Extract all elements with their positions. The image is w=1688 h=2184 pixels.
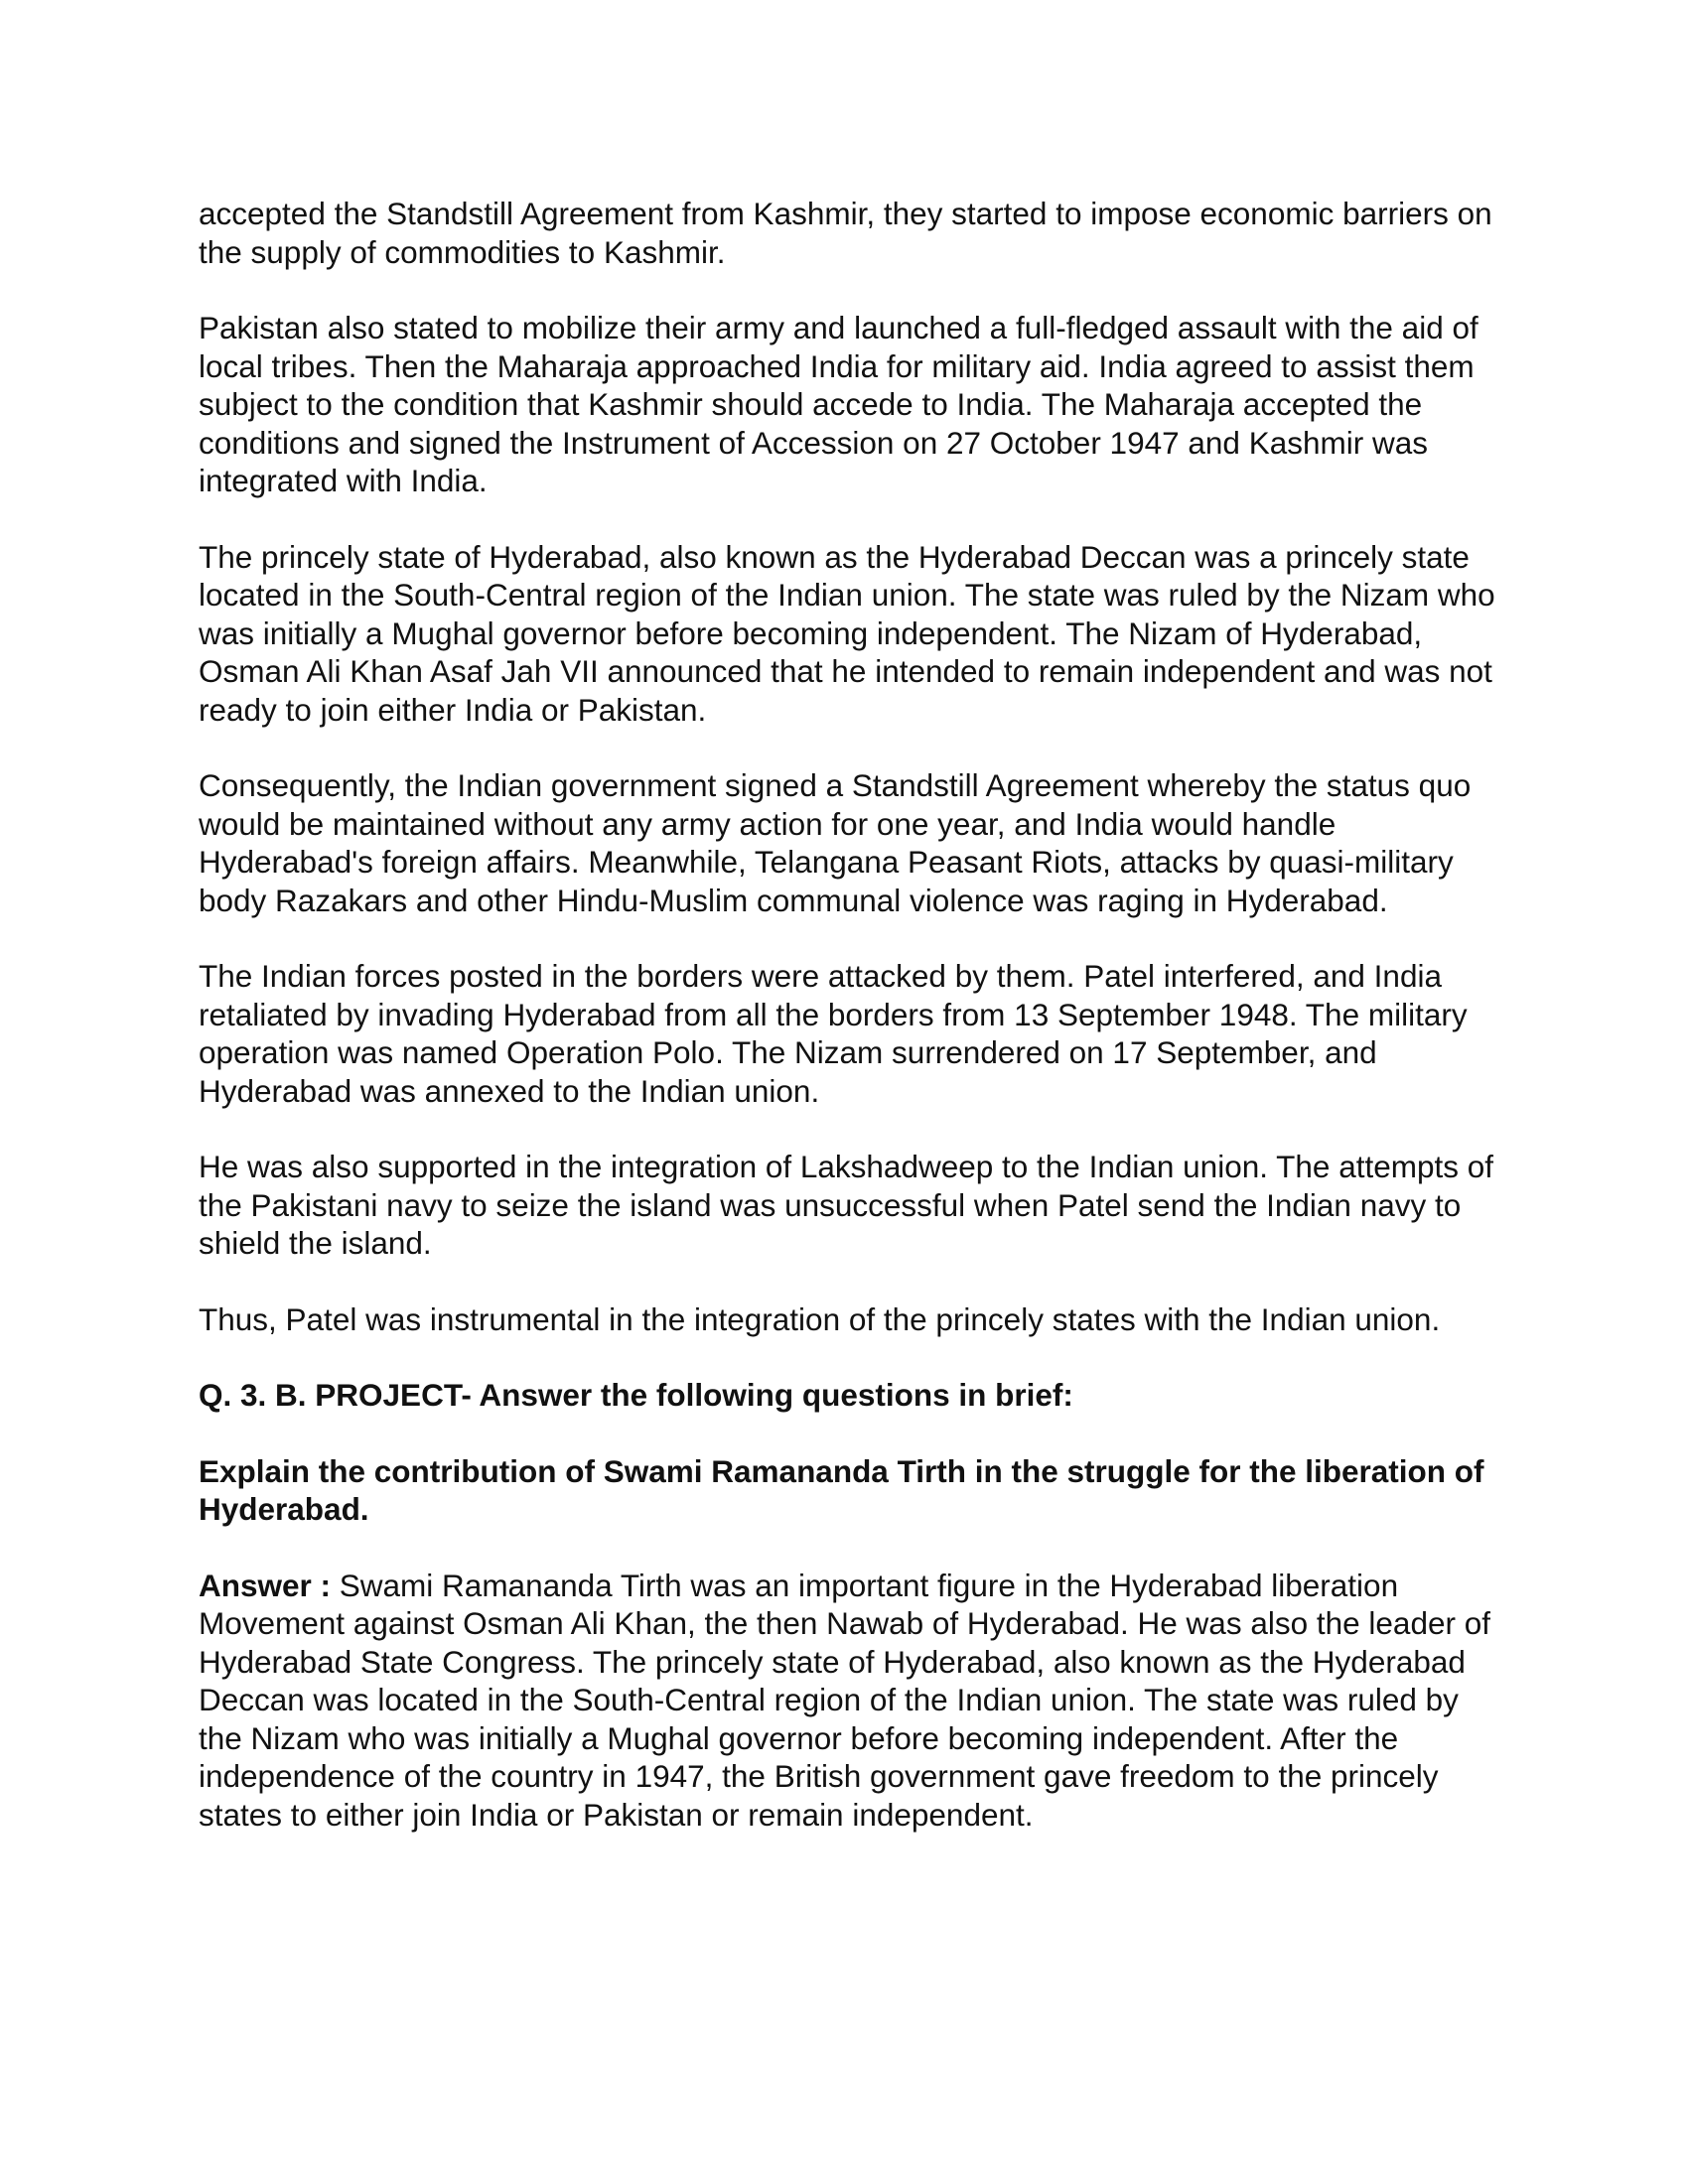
answer-paragraph	[199, 1567, 1499, 1835]
paragraph-lakshadweep: He was also supported in the integration of Lakshadweep to the Indian union. The attempts of the Pakistani navy to seize the island was unsuccessful when Patel send the Indian navy to shield the island.	[199, 1149, 1494, 1261]
paragraph-conclusion: Thus, Patel was instrumental in the integration of the princely states with the Indian union.	[199, 1300, 1441, 1337]
paragraph-hyderabad-intro: The princely state of Hyderabad, also known as the Hyderabad Deccan was a princely state located in the South-Central region of the Indian union. The state was ruled by the Nizam who was initially a Mughal governor before becoming independent. The Nizam of Hyderabad, Osman Ali Khan Asaf Jah VII announced that he intended to remain independent and was not ready to join either India or Pakistan.	[199, 538, 1495, 728]
answer-label: Answer :	[199, 1567, 332, 1603]
section-heading: Q. 3. B. PROJECT- Answer the following questions in brief:	[199, 1377, 1073, 1413]
document-page	[199, 195, 1499, 1871]
paragraph-kashmir-accession: Pakistan also stated to mobilize their army and launched a full-fledged assault with the aid of local tribes. Then the Maharaja approached India for military aid. India agreed to assist them subject to the condition that Kashmir should accede to India. The Maharaja accepted the conditions and signed the Instrument of Accession on 27 October 1947 and Kashmir was integrated with India.	[199, 310, 1478, 498]
answer-text: Swami Ramananda Tirth was an important figure in the Hyderabad liberation Movement against Osman Ali Khan, the then Nawab of Hyderabad. He was also the leader of Hyderabad State Congress. The princely state of Hyderabad, also known as the Hyderabad Deccan was located in the South-Central region of the Indian union. The state was ruled by the Nizam who was initially a Mughal governor before becoming independent. After the independence of the country in 1947, the British government gave freedom to the princely states to either join India or Pakistan or remain independent.	[199, 1567, 1490, 1833]
question-text: Explain the contribution of Swami Ramananda Tirth in the struggle for the liberation of Hyderabad.	[199, 1452, 1484, 1527]
paragraph-kashmir-standstill: accepted the Standstill Agreement from Kashmir, they started to impose economic barriers on the supply of commodities to Kashmir.	[199, 196, 1492, 270]
paragraph-hyderabad-standstill: Consequently, the Indian government signed a Standstill Agreement whereby the status quo would be maintained without any army action for one year, and India would handle Hyderabad's foreign affairs. Meanwhile, Telangana Peasant Riots, attacks by quasi-military body Razakars and other Hindu-Muslim communal violence was raging in Hyderabad.	[199, 767, 1472, 918]
paragraph-operation-polo: The Indian forces posted in the borders were attacked by them. Patel interfered, and India retaliated by invading Hyderabad from all the borders from 13 September 1948. The military operation was named Operation Polo. The Nizam surrendered on 17 September, and Hyderabad was annexed to the Indian union.	[199, 958, 1468, 1109]
